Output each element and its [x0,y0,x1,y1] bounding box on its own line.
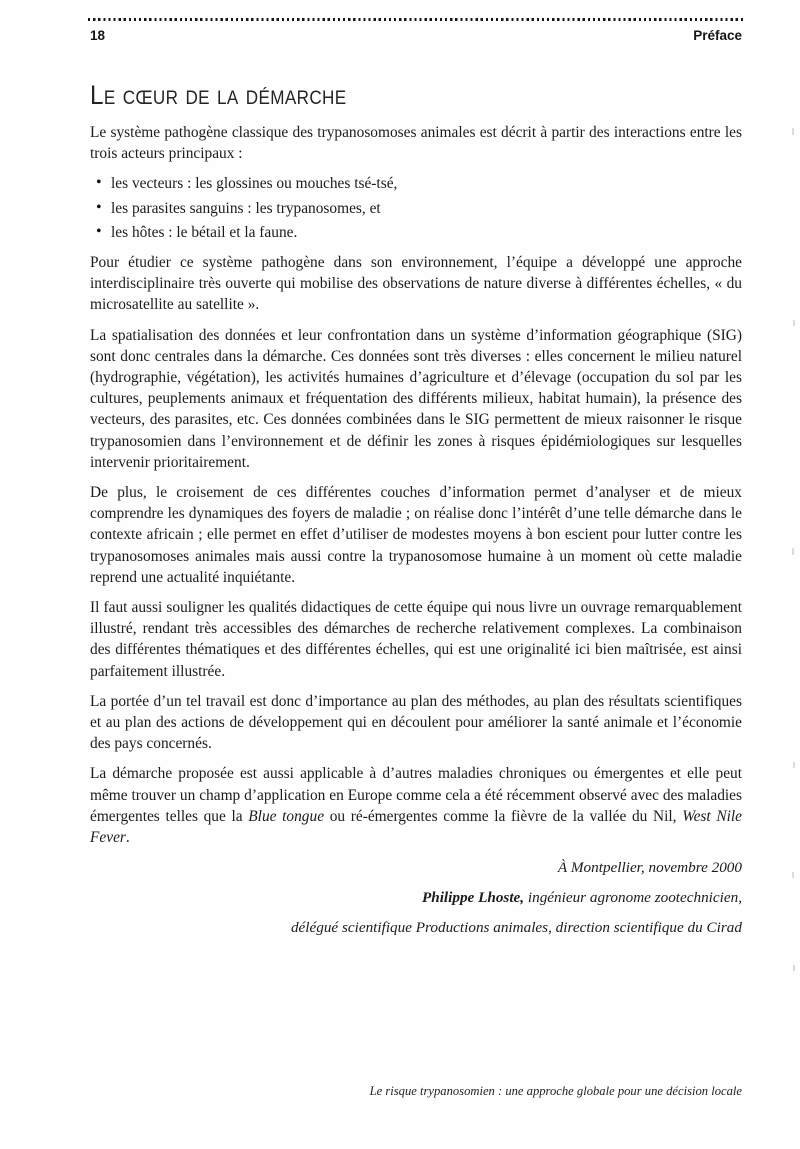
term-west-nile-fever: West Nile Fever [90,807,743,847]
bullet-item-hotes: • les hôtes : le bétail et la faune. [111,222,742,243]
actors-bullet-list [90,173,742,243]
page-number: 18 [90,28,106,43]
scan-artifact [793,320,795,326]
dotted-rule [88,18,744,21]
running-title: Préface [693,28,742,43]
paragraph-sig: La spatialisation des données et leur confrontation dans un système d’information géographique (SIG) sont donc centrales dans la démarche. Ces données sont très diverses : elles concernent le milieu naturel (hydrographie, végétation), les activités humaines d’agriculture et d’élevage (occupation du sol par les cultures, peuplements animaux et fréquentation des différents milieux, habitat humain), la présence des vecteurs, des parasites, etc. Ces données combinées dans le SIG permettent de mieux raisonner le risque trypanosomien dans l’environnement et de définir les zones à risques épidémiologiques sur lesquelles intervenir prioritairement. [90,326,742,471]
scan-artifact [792,548,794,555]
paragraph-maladies [90,763,742,848]
signature-author-line [90,887,742,908]
body-text [90,122,742,938]
paragraph-intro: Le système pathogène classique des trypanosomoses animales est décrit à partir des interactions entre les trois acteurs principaux : [90,124,742,163]
page-content [90,18,742,947]
paragraph-didactique: Il faut aussi souligner les qualités didactiques de cette équipe qui nous livre un ouvrage remarquablement illustré, rendant très accessibles des démarches de recherche relativement complexes. La combinaison des différentes thématiques et des différentes échelles, qui est une originalité ici bien maîtrisée, est ainsi parfaitement illustrée. [90,599,742,680]
paragraph-portee: La portée d’un tel travail est donc d’importance au plan des méthodes, au plan des résultats scientifiques et au plan des actions de développement qui en découlent pour améliorer la santé animale et l’économie des pays concernés. [90,692,742,753]
term-blue-tongue: Blue tongue [248,807,325,825]
section-heading-text: Le cœur de la démarche [90,80,347,110]
signature-author-line2: délégué scientifique Productions animales, direction scientifique du Cirad [290,919,742,937]
page-header [90,28,742,43]
running-footer: Le risque trypanosomien : une approche globale pour une décision locale [369,1084,742,1098]
author-role: ingénieur agronome zootechnicien, [524,889,742,907]
paragraph-maladies-text2: ou ré-émergentes comme la fièvre de la vallée du Nil, [324,807,683,825]
paragraph-approche: Pour étudier ce système pathogène dans son environnement, l’équipe a développé une approche interdisciplinaire très ouverte qui mobilise des observations de nature diverse à différentes échelles, « du microsatellite au satellite ». [90,254,742,314]
paragraph-croisement: De plus, le croisement de ces différentes couches d’information permet d’analyser et de mieux comprendre les dynamiques des foyers de maladie ; on réalise donc l’intérêt d’une telle démarche dans le contexte africain ; elle permet en effet d’utiliser de modestes moyens à bon escient pour lutter contre les trypanosomoses animales mais aussi contre la trypanosomose humaine à un moment où cette maladie reprend une actualité inquiétante. [90,484,742,586]
scan-artifact [793,762,795,768]
signature-block [90,857,742,938]
author-name: Philippe Lhoste, [421,889,525,907]
scan-artifact [793,965,795,971]
paragraph-maladies-end: . [125,829,130,847]
bullet-item-parasites: • les parasites sanguins : les trypanosomes, et [111,198,742,219]
bullet-item-vecteurs: • les vecteurs : les glossines ou mouches tsé-tsé, [111,173,742,194]
paragraph-maladies-text: La démarche proposée est aussi applicable à d’autres maladies chroniques ou émergentes et elle peut même trouver un champ d’application en Europe comme cela a été récemment observé avec des maladies émergentes telles que la [90,765,742,825]
signature-place-date: À Montpellier, novembre 2000 [557,859,742,877]
scan-artifact [792,128,794,135]
section-heading [90,80,742,111]
scan-artifact [792,872,794,878]
